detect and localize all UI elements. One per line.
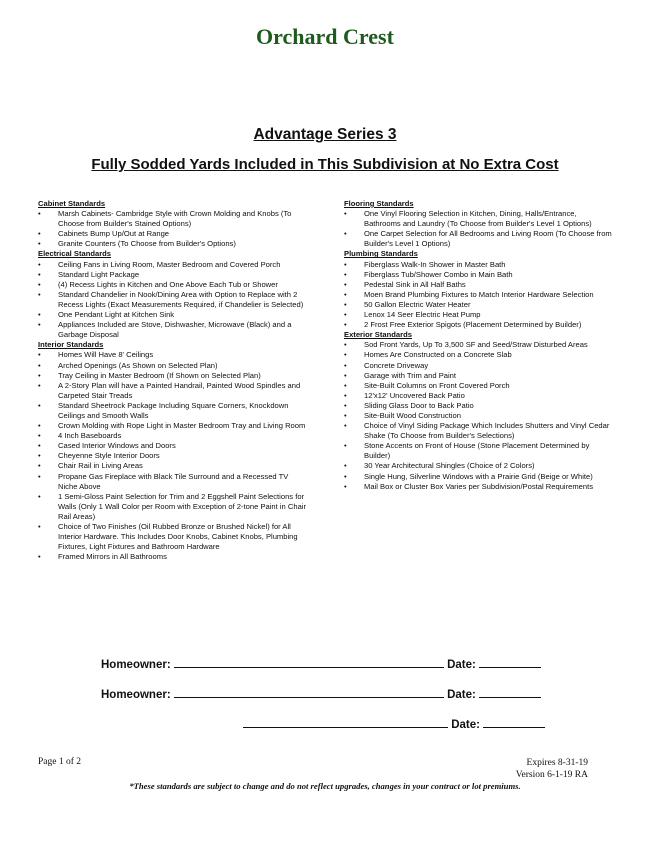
section-heading: Exterior Standards	[344, 330, 412, 340]
standards-list	[38, 350, 308, 562]
date-blank[interactable]	[483, 717, 545, 728]
standards-list-item: • Lenox 14 Seer Electric Heat Pump	[344, 310, 612, 320]
standards-list-item: • Concrete Driveway	[344, 361, 612, 371]
homeowner-signature-blank[interactable]	[174, 687, 444, 698]
standards-list-item: • 2 Frost Free Exterior Spigots (Placement Determined by Builder)	[344, 320, 612, 330]
page-number: Page 1 of 2	[38, 757, 82, 767]
standards-list-item: • Standard Chandelier in Nook/Dining Area with Option to Replace with 2 Recess Lights (Exact Measurements Required, if Chandelier is Selected)	[38, 290, 308, 310]
additional-signature-line	[243, 717, 545, 731]
series-heading: Advantage Series 3	[253, 126, 397, 143]
standards-list	[38, 209, 308, 249]
standards-list-item: • Appliances Included are Stove, Dishwasher, Microwave (Black) and a Garbage Disposal	[38, 320, 308, 340]
standards-list-item: • One Carpet Selection for All Bedrooms and Living Room (To Choose from Builder's Level 1 Options)	[344, 229, 612, 249]
standards-list-item: • Choice of Two Finishes (Oil Rubbed Bronze or Brushed Nickel) for All Interior Hardware. This Includes Door Knobs, Cabinet Knobs, Plumbing Fixtures, Light Fixtures and Bathroom Hardware	[38, 522, 308, 552]
version-label: Version 6-1-19 RA	[515, 770, 588, 780]
standards-list-item: • Site-Built Columns on Front Covered Porch	[344, 381, 612, 391]
date-blank[interactable]	[479, 687, 541, 698]
standards-list-item: • Tray Ceiling in Master Bedroom (If Shown on Selected Plan)	[38, 371, 308, 381]
standards-list	[344, 260, 612, 331]
standards-list-item: • Fiberglass Walk-In Shower in Master Bath	[344, 260, 612, 270]
standards-list-item: • 4 Inch Baseboards	[38, 431, 308, 441]
standards-list-item: • Homes Will Have 8' Ceilings	[38, 350, 308, 360]
date-label: Date:	[447, 659, 476, 671]
date-label: Date:	[451, 719, 480, 731]
standards-list-item: • Granite Counters (To Choose from Builder's Options)	[38, 239, 308, 249]
standards-list-item: • Marsh Cabinets- Cambridge Style with Crown Molding and Knobs (To Choose from Builder's Stained Options)	[38, 209, 308, 229]
right-standards-column	[344, 199, 612, 492]
standards-list-item: • Sliding Glass Door to Back Patio	[344, 401, 612, 411]
section-heading: Electrical Standards	[38, 249, 112, 259]
standards-list-item: • Stone Accents on Front of House (Stone Placement Determined by Builder)	[344, 441, 612, 461]
section-heading: Interior Standards	[38, 340, 104, 350]
document-title: Orchard Crest	[256, 24, 394, 49]
standards-list-item: • Chair Rail in Living Areas	[38, 461, 308, 471]
standards-list-item: • Moen Brand Plumbing Fixtures to Match Interior Hardware Selection	[344, 290, 612, 300]
standards-list	[344, 340, 612, 491]
section-heading: Plumbing Standards	[344, 249, 418, 259]
standards-list	[344, 209, 612, 249]
standards-list-item: • Sod Front Yards, Up To 3,500 SF and Seed/Straw Disturbed Areas	[344, 340, 612, 350]
standards-list-item: • Single Hung, Silverline Windows with a Prairie Grid (Beige or White)	[344, 472, 612, 482]
standards-list-item: • 30 Year Architectural Shingles (Choice of 2 Colors)	[344, 461, 612, 471]
standards-list-item: • 1 Semi-Gloss Paint Selection for Trim and 2 Eggshell Paint Selections for Walls (Only 1 Wall Color per Room with Exception of 2-tone Paint in Chair Rail Areas)	[38, 492, 308, 522]
homeowner-label: Homeowner:	[101, 689, 171, 701]
standards-list-item: • Mail Box or Cluster Box Varies per Subdivision/Postal Requirements	[344, 482, 612, 492]
standards-list-item: • Framed Mirrors in All Bathrooms	[38, 552, 308, 562]
standards-list-item: • Ceiling Fans in Living Room, Master Bedroom and Covered Porch	[38, 260, 308, 270]
date-label: Date:	[447, 689, 476, 701]
homeowner-signature-blank[interactable]	[174, 657, 444, 668]
section-heading: Flooring Standards	[344, 199, 414, 208]
standards-list-item: • Propane Gas Fireplace with Black Tile Surround and a Recessed TV Niche Above	[38, 472, 308, 492]
standards-list-item: • Cased Interior Windows and Doors	[38, 441, 308, 451]
standards-list-item: • (4) Recess Lights in Kitchen and One Above Each Tub or Shower	[38, 280, 308, 290]
expires-date: Expires 8-31-19	[526, 758, 588, 768]
standards-list-item: • 12'x12' Uncovered Back Patio	[344, 391, 612, 401]
homeowner-label: Homeowner:	[101, 659, 171, 671]
standards-list-item: • Choice of Vinyl Siding Package Which Includes Shutters and Vinyl Cedar Shake (To Choose from Builder's Selections)	[344, 421, 612, 441]
standards-list-item: • One Vinyl Flooring Selection in Kitchen, Dining, Halls/Entrance, Bathrooms and Laundry (To Choose from Builder's Level 1 Options)	[344, 209, 612, 229]
standards-list-item: • Garage with Trim and Paint	[344, 371, 612, 381]
homeowner-signature-line-1	[101, 657, 541, 671]
standards-list-item: • Fiberglass Tub/Shower Combo in Main Bath	[344, 270, 612, 280]
standards-list-item: • Standard Light Package	[38, 270, 308, 280]
standards-list-item: • Site-Built Wood Construction	[344, 411, 612, 421]
standards-list-item: • One Pendant Light at Kitchen Sink	[38, 310, 308, 320]
homeowner-signature-line-2	[101, 687, 541, 701]
sodded-yards-heading: Fully Sodded Yards Included in This Subdivision at No Extra Cost	[91, 156, 559, 173]
left-standards-column	[38, 199, 308, 562]
standards-list	[38, 260, 308, 341]
standards-list-item: • 50 Gallon Electric Water Heater	[344, 300, 612, 310]
signature-blank[interactable]	[243, 717, 448, 728]
section-heading: Cabinet Standards	[38, 199, 106, 208]
date-blank[interactable]	[479, 657, 541, 668]
standards-list-item: • Cheyenne Style Interior Doors	[38, 451, 308, 461]
standards-list-item: • Pedestal Sink in All Half Baths	[344, 280, 612, 290]
standards-list-item: • Arched Openings (As Shown on Selected Plan)	[38, 361, 308, 371]
standards-list-item: • Homes Are Constructed on a Concrete Slab	[344, 350, 612, 360]
standards-list-item: • Crown Molding with Rope Light in Master Bedroom Tray and Living Room	[38, 421, 308, 431]
standards-list-item: • A 2-Story Plan will have a Painted Handrail, Painted Wood Spindles and Carpeted Stair Treads	[38, 381, 308, 401]
disclaimer: *These standards are subject to change and do not reflect upgrades, changes in your contract or lot premiums.	[129, 781, 521, 791]
standards-list-item: • Standard Sheetrock Package Including Square Corners, Knockdown Ceilings and Smooth Walls	[38, 401, 308, 421]
standards-list-item: • Cabinets Bump Up/Out at Range	[38, 229, 308, 239]
expiry-block	[450, 757, 588, 781]
